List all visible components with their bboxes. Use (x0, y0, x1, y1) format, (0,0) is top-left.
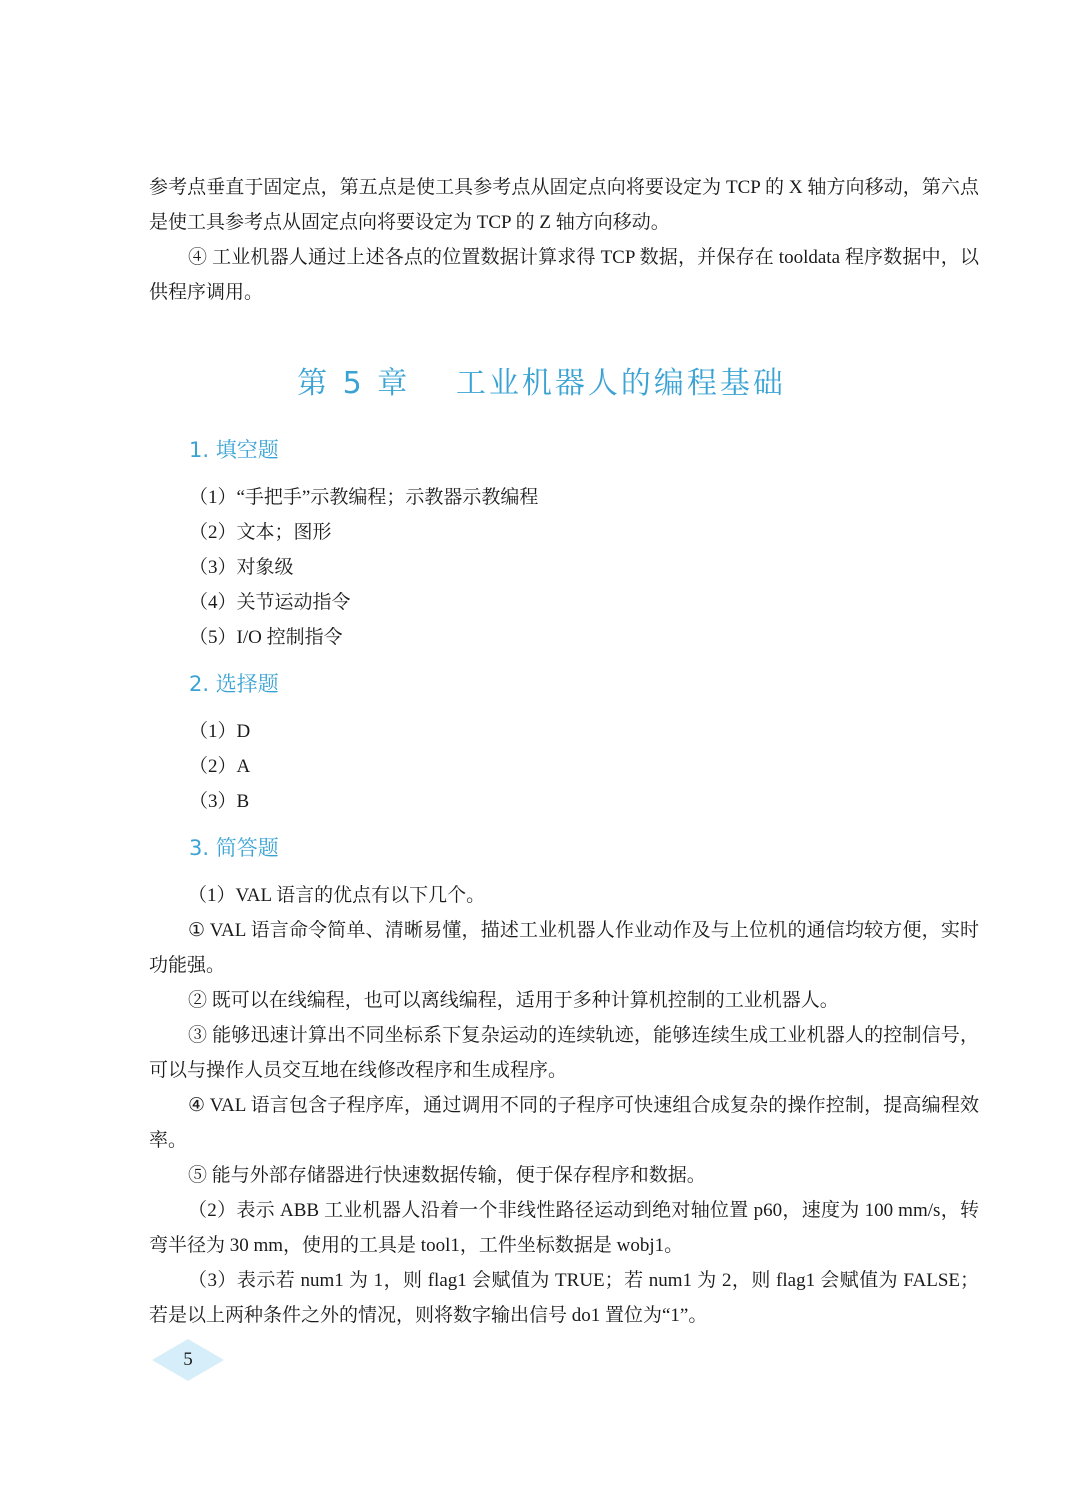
page-number-badge (152, 1339, 224, 1381)
section-heading-short: 3. 简答题 (189, 836, 279, 860)
section-heading-choice: 2. 选择题 (189, 672, 279, 696)
answers-body (149, 433, 979, 1333)
short-point-5: ⑤ 能与外部存储器进行快速数据传输，便于保存程序和数据。 (188, 1165, 706, 1186)
fill-item-2: （2）文本；图形 (189, 522, 332, 543)
short-question-2: （2）表示 ABB 工业机器人沿着一个非线性路径运动到绝对轴位置 p60，速度为 100 mm/s，转弯半径为 30 mm，使用的工具是 tool1，工件坐标数据是 wobj1。 (149, 1200, 979, 1256)
chapter-title: 第 5 章 工业机器人的编程基础 (297, 366, 786, 401)
choice-item-3: （3）B (189, 791, 250, 812)
short-question-1: （1）VAL 语言的优点有以下几个。 (188, 885, 486, 906)
page-number: 5 (183, 1349, 193, 1370)
short-question-3: （3）表示若 num1 为 1，则 flag1 会赋值为 TRUE；若 num1 为 2，则 flag1 会赋值为 FALSE；若是以上两种条件之外的情况，则将数字输出信号 do1 置位为“1”。 (149, 1270, 979, 1326)
choice-item-2: （2）A (189, 756, 251, 777)
fill-item-5: （5）I/O 控制指令 (189, 627, 343, 648)
fill-item-1: （1）“手把手”示教编程；示教器示教编程 (189, 487, 539, 508)
short-point-2: ② 既可以在线编程，也可以离线编程，适用于多种计算机控制的工业机器人。 (188, 990, 839, 1011)
short-point-4: ④ VAL 语言包含子程序库，通过调用不同的子程序可快速组合成复杂的操作控制，提高编程效率。 (149, 1095, 979, 1151)
short-point-3: ③ 能够迅速计算出不同坐标系下复杂运动的连续轨迹，能够连续生成工业机器人的控制信号，可以与操作人员交互地在线修改程序和生成程序。 (149, 1025, 979, 1081)
choice-item-1: （1）D (189, 721, 251, 742)
intro-paragraph-1: 参考点垂直于固定点，第五点是使工具参考点从固定点向将要设定为 TCP 的 X 轴方向移动，第六点是使工具参考点从固定点向将要设定为 TCP 的 Z 轴方向移动。 (149, 177, 979, 233)
short-point-1: ① VAL 语言命令简单、清晰易懂，描述工业机器人作业动作及与上位机的通信均较方便，实时功能强。 (149, 920, 979, 976)
intro-text (149, 170, 979, 310)
fill-item-3: （3）对象级 (189, 557, 294, 578)
section-heading-fill: 1. 填空题 (189, 438, 279, 462)
intro-paragraph-2: ④ 工业机器人通过上述各点的位置数据计算求得 TCP 数据，并保存在 tooldata 程序数据中，以供程序调用。 (149, 247, 979, 303)
fill-item-4: （4）关节运动指令 (189, 592, 351, 613)
